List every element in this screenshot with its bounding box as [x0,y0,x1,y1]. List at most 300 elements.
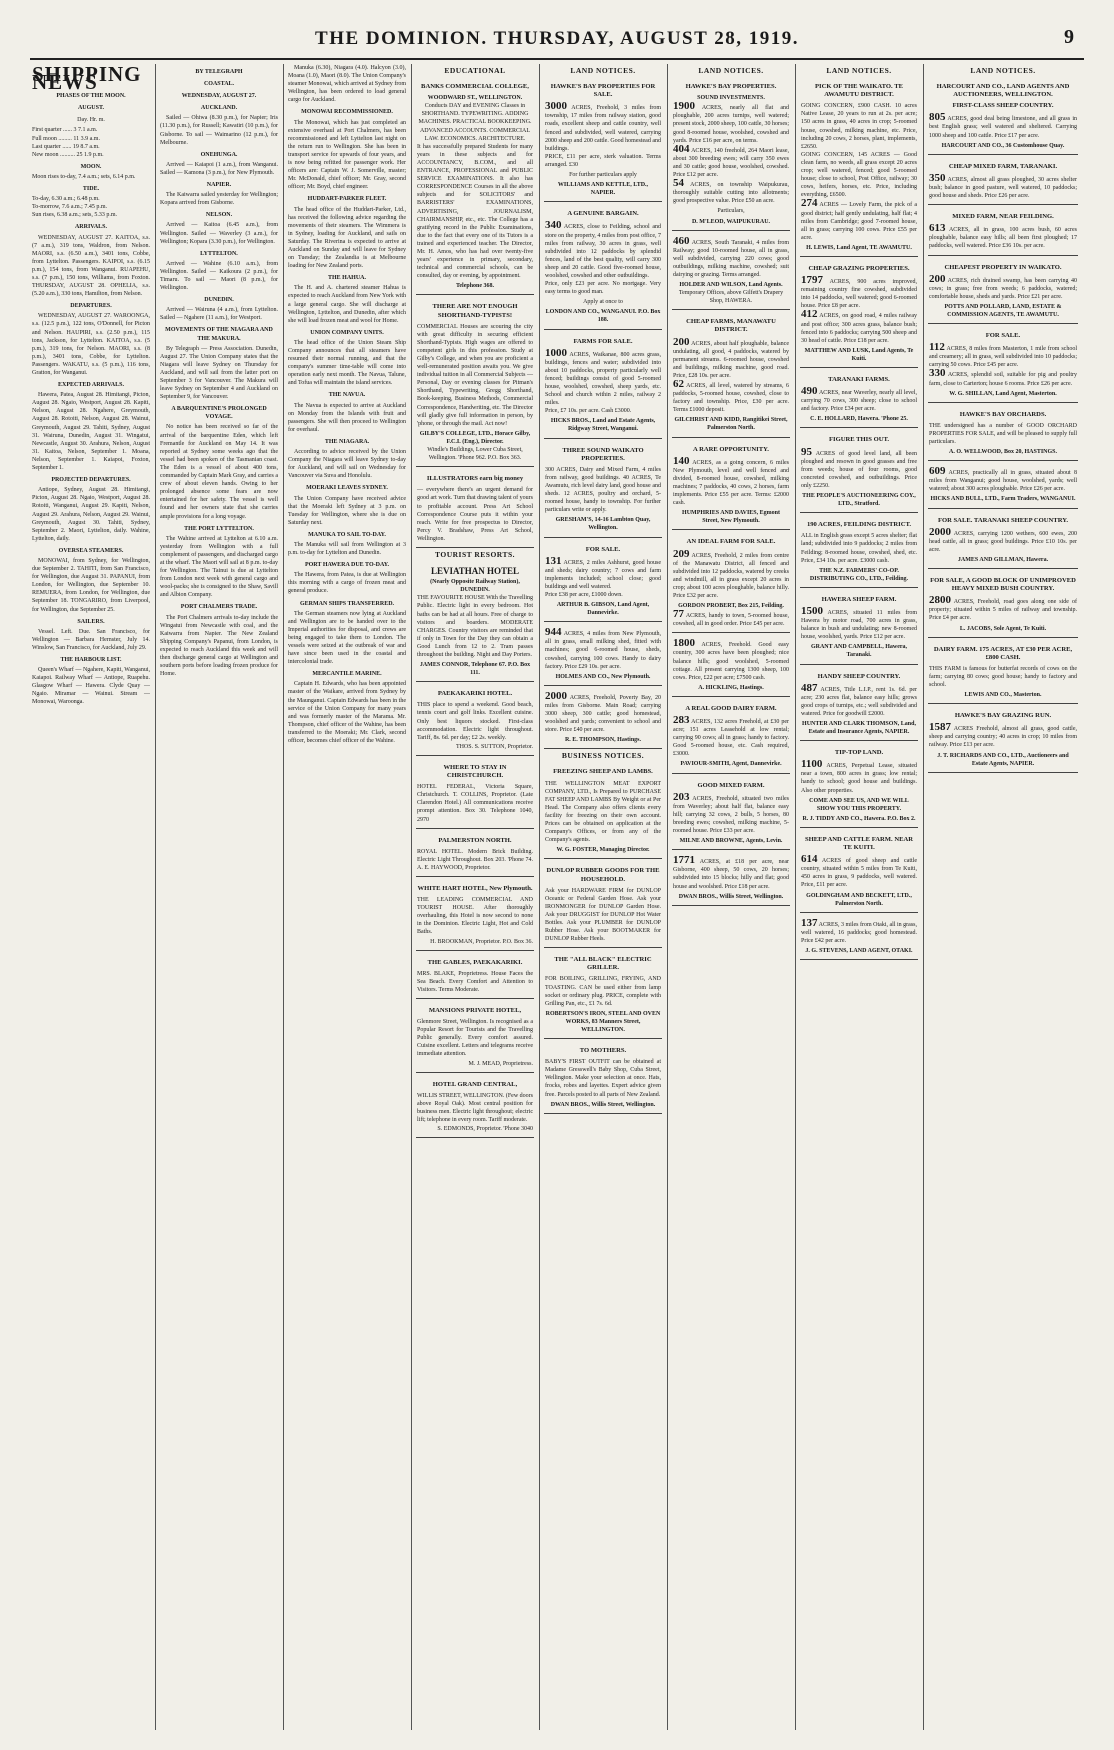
ad-hotel [416,832,534,877]
ad-body: GOING CONCERN, 145 ACRES — Good clean farm, no weeds, all grass except 20 acres crop; well watered, fenced; good 5-roomed house; close to school, Post Office, railway; 30 cows, heifers, horses, etc. Price, including everything, £6500. [801,151,917,199]
ad-hotel [416,1002,534,1073]
ad-price: Price, only £23 per acre. No mortgage. Very easy terms to good man. [545,281,661,296]
ad-title: FOR SALE, A GOOD BLOCK OF UNIMPROVED HEAVY MIXED BUSH COUNTRY. [930,577,1076,593]
ad-body: ACRES, all level, watered by streams, 6 paddocks, 5-roomed house, cowshed, close to factory and township. Price, £30 per acre. Terms £1000 deposit. [673,383,789,414]
ad-body: ACRES, Freehold, road goes along one side of property; situated within 5 miles of railway and township. Price £4 per acre. [929,599,1078,622]
ad-signature: HICKS BROS., Land and Estate Agents, Ridgway Street, Wanganui. [550,418,656,433]
ad-body: ACRES, rich drained swamp, has been carrying 40 cows; in grass; free from weeds; 6 paddocks, watered; comfortable house, sheds and yards. Price £21 per acre. [929,277,1077,300]
ad-body: ACRES, Waikanae, 800 acres grass, buildings, fences and water; subdivided into about 10 paddocks, property particularly well fenced; buildings consist of good 5-roomed house, woolshed, cowshed, sheep yards, etc. School and church within 2 miles, railway 2 miles. [545,351,661,407]
ad-signature: HUNTER AND CLARK THOMSON, Land, Estate and Insurance Agents, NAPIER. [802,721,916,736]
ad-title: PAEKAKARIKI HOTEL. [437,690,513,698]
land-ad [544,625,662,686]
onehunga-text: Arrived — Kaiapoi (1 a.m.), from Wanganui. Sailed — Kamona (3 p.m.), for New Plymouth. [160,161,278,176]
ad-title: WHITE HART HOTEL, New Plymouth. [417,884,533,892]
ad-price: Price, £7 10s. per acre. Cash £3000. [545,408,632,415]
ad-acreage: 200 [673,335,690,348]
ad-acreage: 95 [801,445,812,458]
ad-body: ACRES, 140 freehold, 264 Maori lease, about 300 breeding ewes; will carry 350 ewes and 30 cattle; good house, woolshed, cowshed. Price £12 per acre. [673,147,789,179]
ad-hotel [416,685,534,756]
ad-body: ACRES, splendid soil, suitable for pig and poultry farm, close to Carterton; house 6 rooms. Price £26 per acre. [929,372,1077,387]
ad-body: ACRES, carrying 1200 wethers, 600 ewes, 200 head cattle, all in grass; good buildings. Price £10 10s. per acre. [929,530,1078,553]
ad-body: ACRES, nearly all flat and ploughable, 200 acres turnips, well watered; present stock, 2000 sheep, 100 cattle, 30 horses; good 8-roomed house, woolshed, cowshed and yards. Price £16 per acre, on terms. [673,105,789,144]
ad-body: ACRES, Freehold, situated two miles from Waverley; about half flat, balance easy hill; carrying 32 cows, 2 bulls, 5 horses, 80 breeding ewes; cowshed, milking machine, 5-roomed house. Price £33 per acre. [673,795,790,835]
ad-body: ACRES, Freehold. Good easy country, 300 acres have been ploughed; nice balance hills; good woolshed, 5-roomed cottage. All present carrying 1300 sheep, 100 cows. Price, £22 per acre; £7500 cash. [673,642,789,681]
movements-heading: MOVEMENTS OF THE NIAGARA AND THE MAKURA. [165,327,273,342]
ad-title: BANKS COMMERCIAL COLLEGE, [421,83,529,91]
ad-acreage: 340 [545,219,562,232]
news-text: The head office of the Huddart-Parker, Ltd., has received the following advice regarding the movements of their steamers. The Wimmera is in Sydney, loading for Auckland, and sails on Saturday. The Riverina is expected to arrive at Auckland on Sunday and will leave for Sydney on Tuesday; the Zealandia is at Melbourne loading for New Zealand ports. [288,206,406,270]
ad-acreage: 1587 [929,721,951,734]
ad-signature: H. LEWIS, Land Agent, TE AWAMUTU. [806,244,912,251]
news-heading: MERCANTILE MARINE. [312,671,382,678]
news-heading: THE NAVUA. [328,392,366,399]
ad-body: ACRES, 3 miles from Otaki, all in grass, well watered, 16 paddocks; good homestead. Price £42 per acre. [801,921,917,944]
ad-body: ACRES, Title L.I.P., rent 1s. 6d. per acre; 230 acres flat, balance easy hills; grows good crops of turnips, etc.; well subdivided and watered. Price for goodwill £2000. [801,686,917,717]
ad-body: ACRES, good deal being limestone, and all grass in best English grass; well watered and sheltered. Carrying 1000 sheep and 100 cattle. Price £17 per acre. [929,116,1078,139]
news-text: Manuka (6.30), Niagara (4.0). Halcyon (3.0), Moana (1.0), Maori (8.0). The Union Company's steamer Monowai, which arrived at Sydney from Wellington, has been ordered to load general cargo for Auckland. [288,65,406,104]
ad-signature: D. M'LEOD, WAIPUKURAU. [691,218,771,225]
ad-subtitle: (Nearly Opposite Railway Station), DUNEDIN. [430,579,520,594]
ad-body: ACRES, 8 miles from Masterton, 1 mile from school and creamery; all in grass, well subdivided into 10 paddocks; carrying 50 cows. Price £45 per acre. [929,346,1078,369]
ad-title: TIP-TOP LAND. [834,749,884,757]
ad-signature: HOLMES AND CO., New Plymouth. [555,673,651,680]
port-heading: THE PORT LYTTELTON. [184,525,254,532]
ad-acreage: 131 [545,554,562,567]
ad-signature: J. T. RICHARDS AND CO., LTD., Auctioneers and Estate Agents, NAPIER. [937,752,1069,767]
ad-signature: MILNE AND BROWNE, Agents, Levin. [679,838,783,845]
tourist-heading: TOURIST RESORTS. [435,549,515,559]
news-text: The Union Company have received advice that the Moeraki left Sydney at 3 p.m. on Tuesday for Wellington, where she is due on Saturday next. [288,495,406,526]
ad-title: DUNLOP RUBBER GOODS FOR THE HOUSEHOLD. [546,867,660,883]
ad-title: FARMS FOR SALE. [573,337,633,345]
ad-hotel [416,759,534,829]
news-heading: MOERAKI LEAVES SYDNEY. [306,485,388,492]
land-ad [544,333,662,439]
land-ad [928,327,1078,403]
ad-title: HAWKE'S BAY GRAZING RUN. [954,712,1052,720]
ad-gilby-college [416,298,534,467]
ad-title: TARANAKI FARMS. [828,376,890,383]
ad-acreage: 2800 [929,594,951,607]
ad-acreage: 112 [929,341,945,354]
business-ad [544,951,662,1039]
ad-body: THE undersigned has a number of GOOD ORCHARD PROPERTIES FOR SALE, and will be pleased to supply full particulars. [929,422,1077,445]
news-heading: UNION COMPANY UNITS. [310,329,384,336]
nelson-text: Arrived — Kaitoa (6.45 a.m.), from Wellington. Sailed — Waverley (3 a.m.), for Wellington; Kopara (3.30 p.m.), for Wellington. [160,222,278,245]
ad-more: For further particulars apply [569,172,637,179]
ad-body: ACRES, almost all grass ploughed, 30 acres shelter bush; balance in good pasture, well watered, 10 paddocks; good house and sheds. Price £26 per acre. [929,176,1077,200]
auckland-heading: AUCKLAND. [200,105,238,112]
column-land-notices-3 [800,64,918,1730]
ad-body: ACRES, 4 miles from New Plymouth, all in grass, small milking shed, fitted with machines; good 6-roomed house, sheds, cowshed, carrying 100 cows. Handy to dairy factory. Price £29 10s. per acre. [545,631,662,670]
ad-acreage: 1771 [673,854,695,867]
section-title: SHIPPING NEWS [32,64,142,95]
ad-acreage: 805 [929,111,946,124]
ad-body: Ask your HARDWARE FIRM for DUNLOP Oceanic or Federal Garden Hose. Ask your IRONMONGER for DUNLOP Garden Hose. Ask your DRUGGIST for DUNLOP Hot Water Bottles. Ask your PLUMBER for DUNLOP Rubber Hose. Ask your BOOTMAKER for DUNLOP Rubber Heels. [545,887,661,943]
ad-body: ACRES, 900 acres improved, remaining country fine cowshed, subdivided into 14 paddocks, well watered; good 6-roomed house. Price £8 per acre. [801,279,918,310]
land-ad [672,777,790,851]
ad-body: ACRES — Lovely Farm, the pick of a good district; half gently undulating, half flat; 4 miles from Cambridge; good 7-roomed house, all in grass; carrying 100 cows. Price £55 per acre. [801,202,917,241]
ad-title: THERE ARE NOT ENOUGH SHORTHAND-TYPISTS! [432,303,518,319]
ad-title: CHEAPEST PROPERTY IN WAIKATO. [944,263,1062,271]
ad-hotel [416,880,534,951]
ad-acreage: 613 [929,222,946,235]
ad-body: ACRES, on township Waipukurau, thoroughly suitable cutting into allotments; good prospective value. Price £50 an acre. [673,182,790,205]
land-ad [672,636,790,697]
ad-body: BABY'S FIRST OUTFIT can be obtained at Madame Gresswell's Baby Shop, Cuba Street, Wellington. Make your selection at once. Hats, frocks, robes and layettes. Expert advice given free. Parcels posted to all parts of New Zealand. [545,1059,661,1098]
land-ad [928,208,1078,255]
ad-signature: MATTHEW AND LUSK, Land Agents, Te Kuiti. [804,347,914,362]
ad-signature: A. HICKLING, Hastings. [698,684,764,691]
oversea-text: MONOWAI, from Sydney, for Wellington, due September 2. TAHITI, from San Francisco, for Wellington, due August 31. PAPANUI, from London, for Wellington, due September 10. REMUERA, from London, for Wellington, due September 18. TONGARIRO, from Liverpool, for Wellington, due September 25. [32,557,150,613]
ad-title: A REAL GOOD DAIRY FARM. [685,704,777,712]
ad-acreage: 609 [929,465,946,478]
ad-body: ACRES, South Taranaki, 4 miles from Railway; good 10-roomed house, all in grass, well subdivided, carrying 220 cows; good outbuildings, milking machine, cowshed; suit dairying or grazing. Terms arranged. [673,239,790,278]
ad-signature: M. J. MEAD, Proprietress. [468,1060,533,1067]
date-heading: WEDNESDAY, AUGUST 27. [181,93,257,100]
ad-signature: JAMES AND GILLMAN, Hawera. [957,556,1049,563]
ad-title: WHERE TO STAY IN CHRISTCHURCH. [443,763,507,780]
dunedin-text: Arrived — Wairuna (4 a.m.), from Lyttelton. Sailed — Ngahere (11 a.m.), for Westport. [160,307,278,322]
news-text: The head office of the Union Steam Ship Company announces that all steamers have resumed their normal running, and that the company's summer time-table will come into operation early next month. The Navua, Talune, and Tofua will maintain the island services. [288,339,406,387]
ad-body: — everywhere there's an urgent demand for good art work. Turn that drawing talent of yours to profitable account. Press Art School Correspondence Course puts it within your reach. Write for free prospectus to Director, Percy V. Bradshaw, Press Art School, Wellington. [417,487,533,542]
ad-signature: C. E. HOLLARD, Hawera. 'Phone 25. [810,416,908,423]
ad-hotel [416,562,534,682]
ad-body: It has successfully prepared Students for many years in these subjects and for ACCOUNTANCY, B.COM., and all ENTRANCE, PROFESSIONAL and PUBLIC SERVICE EXAMINATIONS. It also has CORRESPONDENCE Courses in all the above subjects and for SOLICITORS' and BARRISTERS' EXAMINATIONS, ADVERTISING, JOURNALISM, CHAIRMANSHIP, etc., etc. The College has a gratifying record in the Public Examinations, due to the fact that every one of its Tutors is a trained and experienced teacher. The Director, Mr. H. Amos, who has had over twenty-five years' experience in primary, secondary, technical and commercial schools, can be consulted, day or evening, by appointment. [417,143,533,280]
ad-signature: GORDON PROBERT, Box 215, Feilding. [678,603,784,610]
ad-title: FOR SALE. TARANAKI SHEEP COUNTRY. [937,516,1069,524]
ad-acreage: 2000 [929,525,951,538]
column-educational [416,64,534,1730]
ad-acreage: 274 [801,197,818,210]
ad-more: Apply at once to [583,299,623,306]
news-text: The H. and A. chartered steamer Hahua is expected to reach Auckland from New York with a large general cargo. She will discharge at Wellington, Lyttelton, and Dunedin, after which she will load frozen meat and wool for Home. [288,285,406,324]
land-ad [800,260,918,368]
land-ad [544,541,662,623]
ad-title: FIRST-CLASS SHEEP COUNTRY. [952,102,1054,110]
column-telegraph [160,64,278,1730]
ad-body: FOR BOILING, GRILLING, FRYING, AND TOASTING. CAN be used either from lamp socket or ordinary plug. PRICE, complete with Grilling Pan, etc., £1 7s. 6d. [545,976,661,1007]
ad-signature: HARCOURT AND CO., 36 Customhouse Quay. [941,142,1065,149]
ad-body: ROYAL HOTEL. Modern Brick Building. Electric Light Throughout. Box 203. 'Phone 74. A. E. HAYWOOD, Proprietor. [417,848,533,871]
ad-signature: R. E. THOMPSON, Hastings. [564,737,642,744]
ad-body: COMMERCIAL Houses are scouring the city with great difficulty in securing efficient Shorthand-Typists. High wages are offered to competent girls in this profession. Study at Gilby's College, and when you are proficient a well-remunerated position awaits you. We give individual tuition in all Commercial Subjects — Personal, Day or evening classes for Pitman's Shorthand, Typewriting, Gregg Shorthand, Book-keeping, Business Methods, Commercial Correspondence, Handwriting, etc. The Director will gladly give full information in person, by 'phone, or through the mail. Act now! [417,323,534,427]
trade-text: The Port Chalmers arrivals to-day include the Wingatui from Newcastle with coal, and the Kaiwarra from Napier. The New Zealand Shipping Company's Papanui, from London, is expected to reach Auckland this week and will then discharge general cargo at Wellington and southern ports before loading frozen produce for Home. [160,614,278,678]
ad-title: A GENUINE BARGAIN. [567,210,639,218]
news-heading: MONOWAI RECOMMISSIONED. [301,109,393,116]
column-land-notices-4 [928,64,1078,1730]
ad-acreage: 209 [673,547,690,560]
ad-title: THE "ALL BLACK" ELECTRIC GRILLER. [554,956,652,972]
ad-signature: HUMPHRIES AND DAVIES, Egmont Street, New Plymouth. [682,510,780,525]
news-heading: THE NIAGARA. [324,438,370,445]
ad-acreage: 1000 [545,346,567,359]
news-text: The German steamers now lying at Auckland and Wellington are to be handed over to the Imperial authorities for disposal, and crews are being engaged to take them to London. The vessels were seized at the outbreak of war and have since been used in the coastal and intercolonial trade. [288,610,406,666]
land-ad [672,78,790,231]
ad-subtitle: WOODWARD ST., WELLINGTON. [427,95,523,102]
news-text: The Monowai, which has just completed an extensive overhaul at Port Chalmers, has been recommissioned and left Lyttelton last night on the return run to Wellington. She has been in transport service for upwards of four years, and is now being refitted for passenger work. Her officers are: Captain W. J. Somerville, master; Mr. McDonald, chief officer; Mr. Gray, second officer; Mr. Boyd, chief engineer. [288,119,406,191]
ad-body: ACRES, Freehold, 3 miles from township, 17 miles from railway station, good roads, excellent sheep and cattle country, well fenced and subdivided, well watered, carrying 2000 sheep and 200 cattle. Good homestead and buildings. [545,105,661,152]
ad-acreage: 330 [929,367,946,380]
ad-title: A RARE OPPORTUNITY. [693,445,769,453]
arrivals-text: WEDNESDAY, AUGUST 27. KAITOA, s.s. (7 a.m.), 319 tons, Waldron, from Nelson. MAORI, s.s. (6.50 a.m.), 3401 tons, Cobbe, from Lyttelton. Passengers. KAIPOI, s.s. (6.15 p.m.), 154 tons, from Wanganui. RUAPEHU, s.s. (7 p.m.), 150 tons, Williams, from Foxton. THURSDAY, AUGUST 28. OPHELIA, s.s. (5.20 a.m.), 330 tons, Hamilton, from Nelson. [32,234,150,298]
land-ad [928,707,1078,773]
port-text: The Wahine arrived at Lyttelton at 6.10 a.m. yesterday from Wellington with a full complement of passengers, and discharged cargo at the wharf. The Maori will sail at 8 p.m. to-day for Wellington. The Tainui is due at Lyttelton from London next week with general cargo and wool-packs; she is consigned to the Shaw, Savill and Albion Company. [160,535,278,599]
ad-address: Windle's Buildings, Lower Cuba Street, Wellington. 'Phone 962. P.O. Box 363. [427,447,523,462]
land-ad [672,441,790,531]
ad-body: ALL in English grass except 5 acres shelter; flat land; subdivided into 9 paddocks; 2 miles from Feilding; 8-roomed house, cowshed, shed, etc. Price, £34 10s. per acre. £3000 cash. [801,533,917,564]
page-number: 9 [1064,26,1074,48]
ad-acreage: 1900 [673,100,695,113]
ad-acreage: 1100 [801,758,823,771]
ad-signature: THOS. S. SUTTON, Proprietor. [455,743,533,750]
land-ad [672,853,790,905]
ad-signature: THE N.Z. FARMERS' CO-OP. DISTRIBUTING CO., LTD., Feilding. [809,567,909,582]
ad-title: 190 ACRES, FEILDING DISTRICT. [806,521,912,529]
ad-signature: WILLIAMS AND KETTLE, LTD., NAPIER. [557,182,649,197]
ad-phone: Telephone 368. [455,283,495,290]
column-rule [667,64,668,1730]
barque-text: No notice has been received so far of the arrival of the barquentine Eden, which left Fremantle for Auckland on May 14. It was reported at Sydney some weeks ago that the vessel had been spoken of the Tasmanian coast. The Eden is a vessel of about 400 tons, commanded by Captain Mark Gray, and carries a crew of about eleven hands. Owing to her prolonged absence some fears are now entertained for her safety. The vessel is well found and her owners state that she carries ample provisions for a long voyage. [160,424,278,520]
ad-body: THIS place to spend a weekend. Good beach, tennis court and golf links. Excellent cuisine. Only best liquors stocked. First-class accommodation. Electric light throughout. Tariff, 8s. 6d. per day; £2 2s. weekly. [417,702,533,741]
land-notices-heading: LAND NOTICES. [698,66,764,75]
ad-title: CHEAP MIXED FARM, TARANAKI. [948,162,1058,170]
movements-text: By Telegraph — Press Association. Dunedin, August 27. The Union Company states that the Niagara will leave Sydney on Thursday for Auckland, and will sail from the latter port on September 3 for Vancouver. The Makura will leave Sydney on September 4 and Auckland on September 9, for Vancouver. [160,345,278,401]
telegraph-heading: BY TELEGRAPH [195,69,243,75]
ad-title: HAWKE'S BAY ORCHARDS. [959,410,1047,418]
ad-acreage: 137 [801,916,818,929]
land-ad [800,371,918,428]
business-ad [544,763,662,859]
ad-title: HAWKE'S BAY PROPERTIES FOR SALE. [550,83,656,99]
napier-text: The Kaiwarra sailed yesterday for Wellington; Kopara arrived from Gisborne. [160,192,278,207]
ad-signature: ROBERTSON'S IRON, STEEL AND OVEN WORKS, 83 Manners Street, WELLINGTON. [545,1010,661,1033]
ad-body: THE LEADING COMMERCIAL AND TOURIST HOUSE. After thoroughly overhauling, this Hotel is now second to none in the Dominion. Electric Light, Hot and Cold Baths. [417,897,533,936]
ad-signature: ARTHUR B. GIBSON, Land Agent, Dannevirke. [556,602,650,617]
land-ad [928,464,1078,508]
ad-body: ACRES, Perpetual Lease, situated near a town, 800 acres in grass; low rental; handy to school; good house and buildings. Also other properties. [801,763,918,794]
expected-text: Hawera, Patea, August 28. Himitangi, Picton, August 28. Ngaio, Westport, August 28. Kapiti, Nelson, August 28. Ngahere, Greymouth, August 28. Rotoiti, Nelson, August 28. Wainui, Greymouth, August 29. Tahiti, Sydney, August 31. Wairuna, Dunedin, August 31. Wingatui, Newcastle, August 30. Arahura, Nelson, August 31. Kaitoa, Nelson, September 1. Moana, Nelson, September 1. Kaiapoi, Foxton, September 1. [32,392,150,472]
land-ad [672,234,790,311]
business-notices-heading: BUSINESS NOTICES. [561,751,645,761]
ad-body: ACRES, 2 miles Ashhurst, good house and sheds; dairy country; 7 cows and farm implements included; school close; good buildings and well watered. [545,559,661,590]
ad-hotel [416,1076,534,1139]
land-ad [928,641,1078,705]
ad-body: GOING CONCERN, £900 CASH. 10 acres Native Lease, 20 years to run at 2s. per acre; 150 acres in grass, 40 acres in crop; 5-roomed house, cowshed, milking machine, etc. Price, including 20 cows, 2 horses, plant, implements, £2650. [801,103,917,150]
ad-signature: DWAN BROS., Willis Street, Wellington. [550,1101,656,1108]
ad-body: ACRES, Freehold, 2 miles from centre of the Manawatu District, all fenced and subdivided into 12 paddocks, watered by creeks and windmill, all in grass except 20 acres in crop; about 100 acres ploughable, balance hilly. Price £32 per acre. [673,552,790,599]
ad-title: FREEZING SHEEP AND LAMBS. [553,768,653,776]
tide-line: To-day, 6.30 a.m.; 6.48 p.m. [32,196,100,203]
ad-acreage: 140 [673,454,690,467]
sailers-text: Vessel. Left. Due. San Francisco, for Wellington — Barbara Hernster, July 14. Winslow, San Francisco, for Auckland, July 29. [32,628,150,651]
ad-title: GOOD MIXED FARM. [697,781,765,789]
ad-signature: HOLDER AND WILSON, Land Agents. [679,282,783,289]
ad-signature: PAVIOUR-SMITH, Agent, Dannevirke. [680,761,782,768]
land-ad [544,205,662,329]
ad-body: HOTEL FEDERAL, Victoria Square, Christchurch. T. COLLINS, Proprietor. (Late Clarendon Hotel.) All communications receive prompt attention. Box 30. Telephone 1040, 2970 [417,784,533,823]
ad-title: SHEEP AND CATTLE FARM. NEAR TE KUITI. [804,835,913,852]
ad-body: THE FAVOURITE HOUSE With the Travelling Public. Electric light in every bedroom. Hot baths can be had at all hours. Free of charge to visitors and boarders. MODERATE CHARGES. Country visitors are reminded that if only in Town for the Day they can obtain a Good Lunch from 12 to 2. Tram passes throughout the building. Night and Day Porters. [417,595,533,658]
news-heading: GERMAN SHIPS TRANSFERRED. [299,600,395,607]
column-rule [411,64,412,1730]
trade-heading: PORT CHALMERS TRADE. [180,604,258,611]
ad-body: Glenmore Street, Wellington. Is recognised as a Popular Resort for Tourists and the Travelling Public generally. Every comfort assured. Cuisine excellent. Letters and telegrams receive immediate attention. [417,1019,533,1058]
land-ad [928,406,1078,461]
ad-price: PRICE, £11 per acre, sterk valuation. Terms arranged. £30 [545,153,661,168]
masthead-title: THE DOMINION. THURSDAY, AUGUST 28, 1919. [315,28,799,49]
moon-row: Last quarter ...... 19 8.7 a.m. [32,143,100,150]
column-land-notices-1 [544,64,662,1730]
ad-title: AN IDEAL FARM FOR SALE. [686,538,776,546]
ad-body: ACRES, handy to town, 5-roomed house, cowshed, all in good order. Price £45 per acre. [673,613,789,628]
ad-title: FIGURE THIS OUT. [828,436,890,444]
ad-body: THIS FARM is famous for butterfat records of cows on the farm; carrying 80 cows; good house; handy to factory and school. [929,665,1077,688]
ad-title: ILLUSTRATORS earn big money [426,475,524,483]
ad-signature: J. G. STEVENS, LAND AGENT, OTAKI. [805,947,913,954]
departures-heading: DEPARTURES. [70,303,112,310]
ad-acreage: 1797 [801,274,823,287]
ad-body: ACRES Freehold, almost all grass, good cattle, sheep and carrying country; 40 acres in crop; 10 miles from railway. Price £13 per acre. [929,726,1078,749]
column-rule [539,64,540,1730]
land-ad [928,259,1078,325]
ad-title: MIXED FARM, NEAR FEILDING. [952,213,1054,221]
onehunga-heading: ONEHUNGA. [200,151,238,158]
ad-signature: LEWIS AND CO., Masterton. [964,692,1042,699]
ad-banks-college [416,78,534,295]
ad-signature: GILCHRIST AND KIDD, Rangitikei Street, Palmerston North. [674,417,788,432]
moon-heading: PHASES OF THE MOON. [56,93,126,100]
ad-title: DAIRY FARM. 175 ACRES, AT £30 PER ACRE, £800 CASH. [933,645,1073,661]
moon-month: AUGUST. [77,105,105,112]
news-heading: PORT HAWERA DUE TO-DAY. [304,562,390,569]
ad-body: ACRES, all in grass, 100 acres bush, 60 acres ploughable, balance easy hills; all been first ploughed; 17 paddocks, well watered. Price £36 10s. per acre. [929,227,1077,250]
land-ad [928,512,1078,569]
ad-more: Particulars, [717,208,745,215]
ad-title: PICK OF THE WAIKATO. TE AWAMUTU DISTRICT. [815,83,903,99]
ad-title: LEVIATHAN HOTEL [430,566,520,577]
news-text: According to advice received by the Union Company the Niagara will leave Sydney to-day for Auckland, and will sail on Wednesday for Vancouver via Suva and Honolulu. [288,449,406,480]
land-ad [800,591,918,665]
coastal-heading: COASTAL. [203,81,235,88]
ad-title: FOR SALE. [585,545,621,553]
ad-body: ACRES, practically all in grass, situated about 8 miles from Wanganui; good house, woolshed, yards; well watered; about 300 acres ploughable. Price £26 per acre. [929,470,1077,493]
ad-title: CHEAP GRAZING PROPERTIES. [808,264,910,272]
lyttelton-heading: LYTTELTON. [200,250,238,257]
land-ad [800,78,918,257]
land-ad [928,78,1078,155]
ad-acreage: 412 [801,308,818,321]
ad-acreage: 614 [801,853,818,866]
moon-row: Full moon ......... 11 3.9 a.m. [32,135,100,142]
land-ad [800,916,918,960]
dunedin-heading: DUNEDIN. [204,297,234,304]
land-ad [800,831,918,913]
news-heading: HUDDART-PARKER FLEET. [307,196,387,203]
land-ad [800,516,918,588]
auckland-text: Sailed — Ohiwa (8.30 p.m.), for Napier; Iris (11.30 p.m.), for Russell; Kawatiri (10 p.m.), for Gisborne. To sail — Waimarino (12 p.m.), for Melbourne. [160,115,278,146]
ad-signature: GRESHAM'S, 14-16 Lambton Quay, Wellington. [555,517,651,532]
ad-acreage: 490 [801,385,818,398]
barque-heading: A BARQUENTINE'S PROLONGED VOYAGE. [171,406,267,421]
moon-row: First quarter ...... 3 7.1 a.m. [32,127,98,134]
moon-columns: Day. Hr. m. [77,117,105,124]
ad-signature: GRANT AND CAMPBELL, Hawera, Taranaki. [810,644,908,659]
ad-body: ACRES, on good road, 4 miles railway and post office; 300 acres grass, balance bush; fenced into 6 paddocks; carrying 500 sheep and 30 head of cattle. Price £18 per acre. [801,313,917,344]
news-heading: THE HAHUA. [327,275,366,282]
news-text: Captain H. Edwards, who has been appointed master of the Waikare, arrived from Sydney by the Maunganui. Captain Edwards has been in the service of the Union Company for many years and was formerly master of the Marama. Mr. Thompson, chief officer of the Wahine, has been transferred to the Moeraki; Mr. Clark, second officer, becomes chief officer of the Wahine. [288,681,406,745]
lyttelton-text: Arrived — Wahine (6.10 a.m.), from Wellington. Sailed — Kaikoura (2 p.m.), for Timaru. To sail — Maori (8 p.m.), for Wellington. [160,260,278,292]
ad-acreage: 944 [545,626,562,639]
ad-signature: R. J. TIDDY AND CO., Hawera. P.O. Box 2. [802,815,916,822]
land-ad [544,78,662,202]
arrivals-heading: ARRIVALS. [74,224,108,231]
land-notices-heading: LAND NOTICES. [570,66,636,75]
land-notices-heading: LAND NOTICES. [970,66,1036,75]
land-ad [928,572,1078,638]
news-text: The Hawera, from Patea, is due at Wellington this morning with a cargo of frozen meat and general produce. [288,572,406,595]
ad-title: MANSIONS PRIVATE HOTEL, [428,1007,522,1014]
land-ad [800,744,918,828]
ad-signature: GILBY'S COLLEGE, LTD., Horace Gilby, F.C.I. (Eng.), Director. [419,430,531,445]
ad-more: COME AND SEE US, AND WE WILL SHOW YOU THIS PROPERTY. [809,797,909,812]
ad-acreage: 3000 [545,100,567,113]
ad-title: HOTEL GRAND CENTRAL, [432,1080,518,1088]
land-ad [672,313,790,437]
land-ad [672,700,790,774]
moon-row: New moon .......... 25 1.9 p.m. [32,151,104,158]
ad-acreage: 200 [929,272,946,285]
ad-acreage: 460 [673,234,690,247]
ad-subtitle: SOUND INVESTMENTS. [697,95,765,102]
ad-body: MRS. BLAKE, Proprietress. House Faces the Sea Beach. Every Comfort and Attention to Visitors. Terms Moderate. [417,970,533,993]
business-ad [544,862,662,948]
ad-title: THREE SOUND WAIKATO PROPERTIES. [562,446,644,462]
ad-signature: GOLDINGHAM AND BECKETT, LTD., Palmerston North. [806,892,912,907]
ad-acreage: 203 [673,790,690,803]
news-text: The Navua is expected to arrive at Auckland on Monday from the Islands with fruit and passengers. She will then proceed to Wellington for overhaul. [288,402,406,433]
ad-title: THE GABLES, PAEKAKARIKI. [427,958,523,966]
column-rule [283,64,284,1730]
ad-signature: POTTS AND POLLARD, LAND, ESTATE & COMMISSION AGENTS, TE AWAMUTU. [944,303,1062,318]
ad-acreage: 62 [673,378,684,390]
ad-title: CHEAP FARMS, MANAWATU DISTRICT. [686,318,776,334]
ad-acreage: 54 [673,177,684,190]
ad-signature: L. JACOBS, Sole Agent, Te Kuiti. [959,625,1047,632]
ad-body: ACRES of good sheep and cattle country, situated within 5 miles from Te Kuiti, 450 acres in grass, 9 paddocks, well watered. Price, £11 per acre. [801,858,918,889]
ad-signature: H. BROOKMAN, Proprietor. P.O. Box 36. [430,938,533,945]
tide-line: To-morrow, 7.6 a.m.; 7.45 p.m. [32,204,108,211]
ad-title: HAWERA SHEEP FARM. [821,595,897,603]
land-notices-heading: LAND NOTICES. [826,66,892,75]
ad-signature: JAMES CONNOR, Telephone 67. P.O. Box 111. [419,662,531,677]
ad-signature: W. G. FOSTER, Managing Director. [556,847,650,854]
business-ad [544,1042,662,1114]
harbour-heading: THE HARBOUR LIST. [60,657,122,663]
sun-line: Sun rises, 6.38 a.m.; sets, 5.33 p.m. [32,212,117,219]
moon-subhead: MOON. [80,163,102,170]
ad-body: ACRES, close to Feilding, school and store on the property, 4 miles from post office, 7 miles from railway, 30 acres in grass, well subdivided into 12 paddocks by splendid fences, land of the best quality, will carry 300 sheep and 20 cattle. Good five-roomed house, woolshed, cowshed and other outbuildings. [545,224,662,279]
column-rule [923,64,924,1730]
ad-signature: W. G. SHILLAN, Land Agent, Masterton. [949,390,1057,397]
ad-body: ACRES, Freehold, Poverty Bay, 20 miles from Gisborne. Main Road; carrying 3000 sheep, 300 cattle; good homestead, woolshed and yards; convenient to school and store. Price £40 per acre. [545,694,662,734]
ad-title: HARCOURT AND CO., LAND AGENTS AND AUCTIONEERS, WELLINGTON. [936,83,1070,99]
land-ad [544,442,662,538]
ad-price: Price £38 per acre, £1000 down. [545,591,623,598]
column-news [288,64,406,1730]
oversea-heading: OVERSEA STEAMERS. [58,547,124,554]
ad-body: 300 ACRES, Dairy and Mixed Farm, 4 miles from railway, good buildings. 40 ACRES, Te Awamutu, rich level dairy land, good house and sheds. 12 ACRES, poultry and orchard, 5-roomed house, handy to township. For further particulars write or apply. [545,466,661,514]
